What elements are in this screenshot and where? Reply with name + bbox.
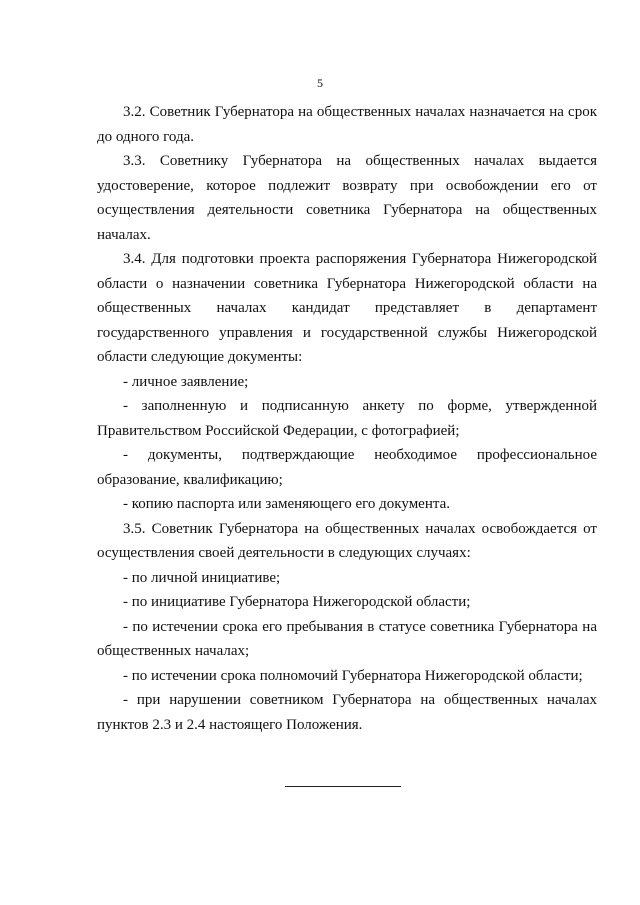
page-number: 5 <box>317 76 323 90</box>
end-separator-line <box>285 786 401 787</box>
list-item-governor-initiative: - по инициативе Губернатора Нижегородской области; <box>123 594 471 610</box>
paragraph-3-3: 3.3. Советнику Губернатора на общественных началах выдается удостоверение, которое подлежит возврату при освобождении его от осуществления деятельности советника Губернатора на общественных началах. <box>97 153 597 243</box>
list-item-questionnaire: - заполненную и подписанную анкету по форме, утвержденной Правительством Российской Федерации, с фотографией; <box>97 398 597 439</box>
paragraph-3-5: 3.5. Советник Губернатора на общественных началах освобождается от осуществления своей деятельности в следующих случаях: <box>97 520 597 561</box>
paragraph-3-4: 3.4. Для подготовки проекта распоряжения Губернатора Нижегородской области о назначении советника Губернатора Нижегородской области на общественных началах кандидат представляет в департамент государственного управления и государственной службы Нижегородской области следующие документы: <box>97 251 597 365</box>
list-item-term-expiry: - по истечении срока его пребывания в статусе советника Губернатора на общественных началах; <box>97 618 597 659</box>
list-item-personal-initiative: - по личной инициативе; <box>123 569 281 586</box>
document-body <box>97 100 597 737</box>
list-item-education-documents: - документы, подтверждающие необходимое профессиональное образование, квалификацию; <box>97 447 597 488</box>
list-item-passport-copy: - копию паспорта или заменяющего его документа. <box>123 496 451 512</box>
paragraph-3-2: 3.2. Советник Губернатора на общественных началах назначается на срок до одного года. <box>97 104 597 145</box>
list-item-governor-term-expiry: - по истечении срока полномочий Губернатора Нижегородской области; <box>123 667 583 684</box>
list-item-personal-statement: - личное заявление; <box>123 373 249 390</box>
list-item-violation: - при нарушении советником Губернатора на общественных началах пунктов 2.3 и 2.4 настоящего Положения. <box>97 692 597 733</box>
